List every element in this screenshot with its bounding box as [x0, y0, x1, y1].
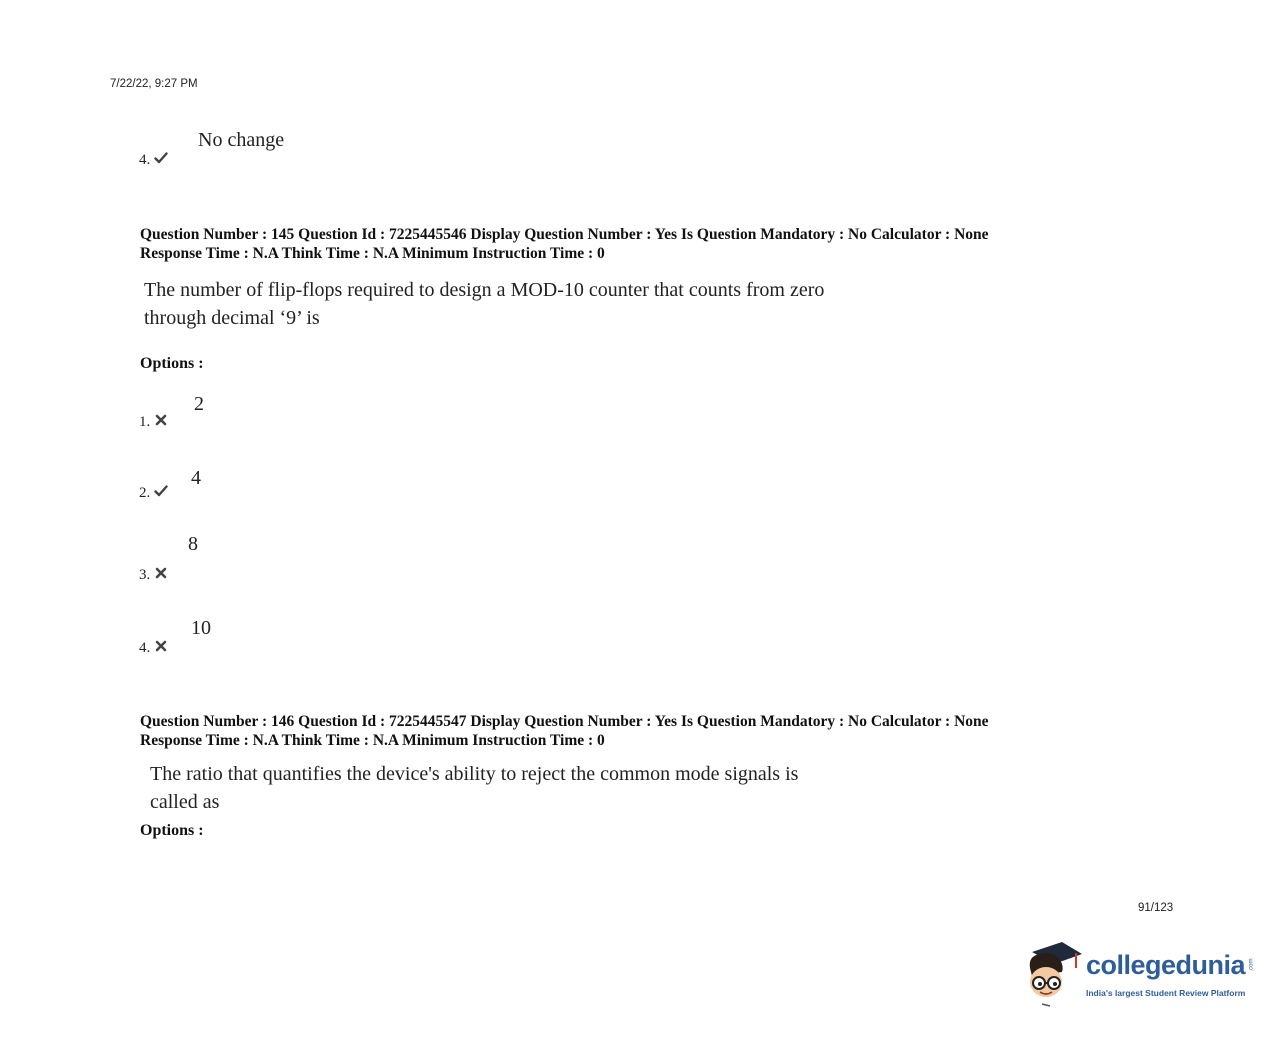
q146-meta-line1: Question Number : 146 Question Id : 7225445547 Display Question Number : Yes Is Question Mandatory : No Calculator : None [140, 713, 989, 730]
q145-text-line2: through decimal ‘9’ is [144, 307, 320, 329]
cross-icon [154, 413, 168, 427]
option-4-number [139, 639, 168, 657]
logo-tagline: India's largest Student Review Platform [1086, 988, 1246, 998]
page-number: 91/123 [1138, 902, 1174, 914]
option-1-value: 2 [194, 393, 204, 415]
cross-icon [154, 566, 168, 580]
prev-option-number [139, 151, 168, 169]
q145-text-line1: The number of flip-flops required to design a MOD-10 counter that counts from zero [144, 279, 825, 301]
option-number-label: 4. [139, 640, 151, 656]
q145-meta-line1: Question Number : 145 Question Id : 7225445546 Display Question Number : Yes Is Question Mandatory : No Calculator : None [140, 226, 989, 243]
prev-option-value: No change [198, 129, 285, 151]
q145-options-label: Options : [140, 355, 204, 372]
q146-options-label: Options : [140, 822, 204, 839]
option-number-label: 1. [139, 414, 151, 430]
logo-wordmark: collegedunia [1086, 950, 1246, 980]
q146-text-line2: called as [150, 791, 220, 813]
option-number-label: 4. [139, 152, 151, 168]
option-1-number [139, 413, 168, 431]
option-number-label: 2. [139, 485, 151, 501]
print-timestamp: 7/22/22, 9:27 PM [110, 78, 198, 90]
q146-text-line1: The ratio that quantifies the device's ability to reject the common mode signals is [150, 763, 799, 785]
cross-icon [154, 639, 168, 653]
option-3-number [139, 566, 168, 584]
collegedunia-logo [1024, 938, 1254, 1008]
option-2-value: 4 [191, 467, 201, 489]
check-icon [154, 151, 168, 165]
option-2-number [139, 484, 168, 502]
option-number-label: 3. [139, 567, 151, 583]
q146-meta-line2: Response Time : N.A Think Time : N.A Minimum Instruction Time : 0 [140, 732, 605, 749]
check-icon [154, 484, 168, 498]
q145-meta-line2: Response Time : N.A Think Time : N.A Minimum Instruction Time : 0 [140, 245, 605, 262]
mascot-icon [1024, 938, 1084, 1008]
option-4-value: 10 [191, 617, 211, 639]
logo-com: .com [1248, 958, 1255, 972]
option-3-value: 8 [188, 533, 198, 555]
